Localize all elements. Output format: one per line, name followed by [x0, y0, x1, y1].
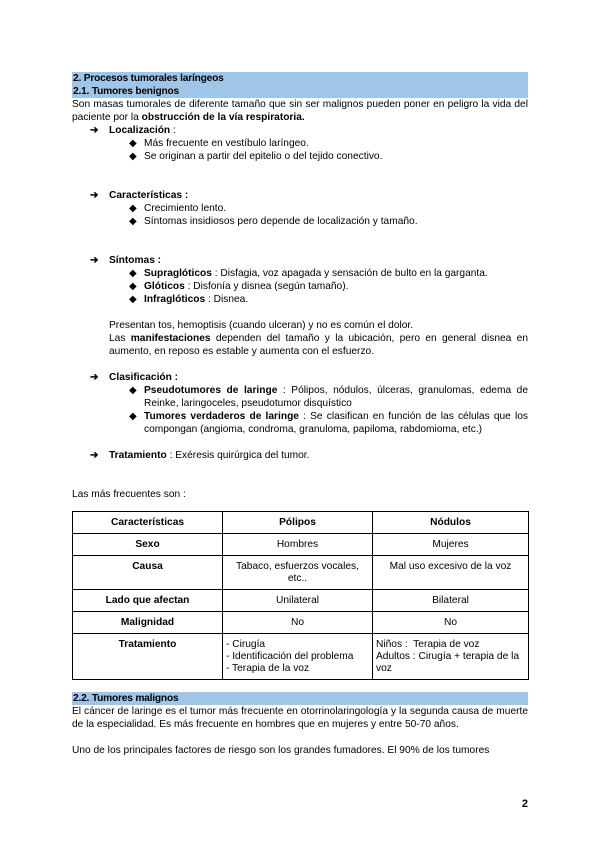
table-row [73, 634, 529, 680]
caracteristicas-label: Características : [109, 190, 189, 201]
diamond-bullet-icon: ◆ [129, 138, 137, 149]
tratamiento-text: : Exéresis quirúrgica del tumor. [166, 450, 310, 461]
arrow-icon: ➔ [90, 372, 99, 383]
localizacion-label: Localización [109, 125, 171, 136]
table-intro: Las más frecuentes son : [72, 489, 186, 500]
table-row-label: Sexo [73, 534, 223, 556]
clasificacion-list [72, 384, 528, 436]
localizacion-suffix: : [170, 125, 176, 136]
table-header-row [73, 512, 529, 534]
diamond-bullet-icon: ◆ [129, 203, 137, 214]
list-item-bold: Pseudotumores de laringe [144, 385, 278, 396]
intro-paragraph [72, 98, 528, 124]
table-row-label: Lado que afectan [73, 590, 223, 612]
tratamiento-item [72, 449, 528, 462]
list-item-text: : Se clasifican en función de las células que los compongan (angioma, condroma, granuloma, papiloma, rabdomioma, etc.) [144, 411, 529, 435]
table-cell: Hombres [223, 534, 373, 556]
localizacion-list [72, 137, 528, 163]
table-cell: Mal uso excesivo de la voz [373, 556, 529, 590]
cell-line: Adultos : Cirugía + terapia de la voz [376, 651, 519, 674]
cell-line: - Terapia de la voz [226, 663, 310, 674]
list-item-text: : Pólipos, nódulos, úlceras, granulomas, edema de Reinke, laringoceles, pseudotumor disquístico [144, 385, 528, 409]
arrow-icon: ➔ [90, 450, 99, 461]
caracteristicas-item [72, 189, 528, 202]
list-item-bold: Tumores verdaderos de laringe [144, 411, 299, 422]
list-item-text: Más frecuente en vestíbulo laríngeo. [144, 138, 309, 149]
table-row [73, 590, 529, 612]
list-item-text: : Disfonía y disnea (según tamaño). [184, 281, 349, 292]
section-heading-tumores-malignos: 2.2. Tumores malignos [72, 692, 528, 705]
sintomas-note-1: Presentan tos, hemoptisis (cuando ulceran) y no es común el dolor. [109, 320, 414, 331]
list-item-bold: Glóticos [144, 281, 185, 292]
list-item [72, 150, 528, 163]
comparison-table [72, 511, 529, 680]
arrow-icon: ➔ [90, 255, 99, 266]
list-item [72, 293, 528, 306]
arrow-icon: ➔ [90, 125, 99, 136]
clasificacion-label: Clasificación : [109, 372, 179, 383]
table-row-label: Causa [73, 556, 223, 590]
table-header-cell: Nódulos [373, 512, 529, 534]
list-item-bold: Supraglóticos [144, 268, 212, 279]
diamond-bullet-icon: ◆ [129, 216, 137, 227]
diamond-bullet-icon: ◆ [129, 151, 137, 162]
arrow-icon: ➔ [90, 190, 99, 201]
list-item-text: Crecimiento lento. [144, 203, 227, 214]
list-item [72, 202, 528, 215]
list-item-text: : Disnea. [205, 294, 249, 305]
table-cell: Mujeres [373, 534, 529, 556]
table-cell: No [223, 612, 373, 634]
list-item [72, 410, 528, 436]
tratamiento-label: Tratamiento [109, 450, 167, 461]
diamond-bullet-icon: ◆ [129, 294, 137, 305]
intro-bold-text: obstrucción de la vía respiratoria. [141, 112, 305, 123]
diamond-bullet-icon: ◆ [129, 281, 137, 292]
list-item [72, 280, 528, 293]
section-heading-tumores-benignos: 2.1. Tumores benignos [72, 85, 528, 98]
note-bold: manifestaciones [130, 333, 211, 344]
cell-line: - Identificación del problema [226, 651, 354, 662]
sintomas-label: Síntomas : [109, 255, 162, 266]
section-heading-procesos-tumorales: 2. Procesos tumorales laríngeos [72, 72, 528, 85]
list-item [72, 215, 528, 228]
sintomas-note-2 [72, 332, 528, 358]
table-header-cell: Características [73, 512, 223, 534]
table-row [73, 556, 529, 590]
diamond-bullet-icon: ◆ [129, 385, 137, 396]
sintomas-item [72, 254, 528, 267]
diamond-bullet-icon: ◆ [129, 411, 137, 422]
cell-line: Niños : Terapia de voz [376, 639, 480, 650]
sintomas-list [72, 267, 528, 306]
clasificacion-item [72, 371, 528, 384]
table-row-label: Tratamiento [73, 634, 223, 680]
intro-text: Son masas tumorales de diferente tamaño que sin ser malignos pueden poner en peligro la vida del paciente por la [72, 99, 528, 123]
document-page [72, 72, 528, 757]
table-cell: Bilateral [373, 590, 529, 612]
page-number: 2 [521, 798, 528, 810]
table-cell: No [373, 612, 529, 634]
table-row-label: Malignidad [73, 612, 223, 634]
list-item [72, 267, 528, 280]
malignos-paragraph-1: El cáncer de laringe es el tumor más frecuente en otorrinolaringología y la segunda causa de muerte de la especialidad. Es más frecuente en hombres que en mujeres y entre 50-70 años. [72, 706, 528, 730]
table-header-cell: Pólipos [223, 512, 373, 534]
table-row [73, 612, 529, 634]
table-cell: Unilateral [223, 590, 373, 612]
diamond-bullet-icon: ◆ [129, 268, 137, 279]
list-item-text: Se originan a partir del epitelio o del tejido conectivo. [144, 151, 383, 162]
list-item [72, 384, 528, 410]
caracteristicas-list [72, 202, 528, 228]
note-text: dependen del tamaño y la ubicación, pero en general disnea en aumento, en reposo es estable y aumenta con el esfuerzo. [109, 333, 528, 357]
list-item [72, 137, 528, 150]
note-text: Las [109, 333, 131, 344]
cell-line: - Cirugía [226, 639, 266, 650]
malignos-paragraph-2: Uno de los principales factores de riesgo son los grandes fumadores. El 90% de los tumores [72, 745, 490, 756]
list-item-bold: Infraglóticos [144, 294, 206, 305]
table-row [73, 534, 529, 556]
table-cell [223, 634, 373, 680]
localizacion-item [72, 124, 528, 137]
list-item-text: : Disfagia, voz apagada y sensación de bulto en la garganta. [211, 268, 488, 279]
table-cell [373, 634, 529, 680]
list-item-text: Síntomas insidiosos pero depende de localización y tamaño. [144, 216, 418, 227]
table-cell: Tabaco, esfuerzos vocales, etc.. [223, 556, 373, 590]
